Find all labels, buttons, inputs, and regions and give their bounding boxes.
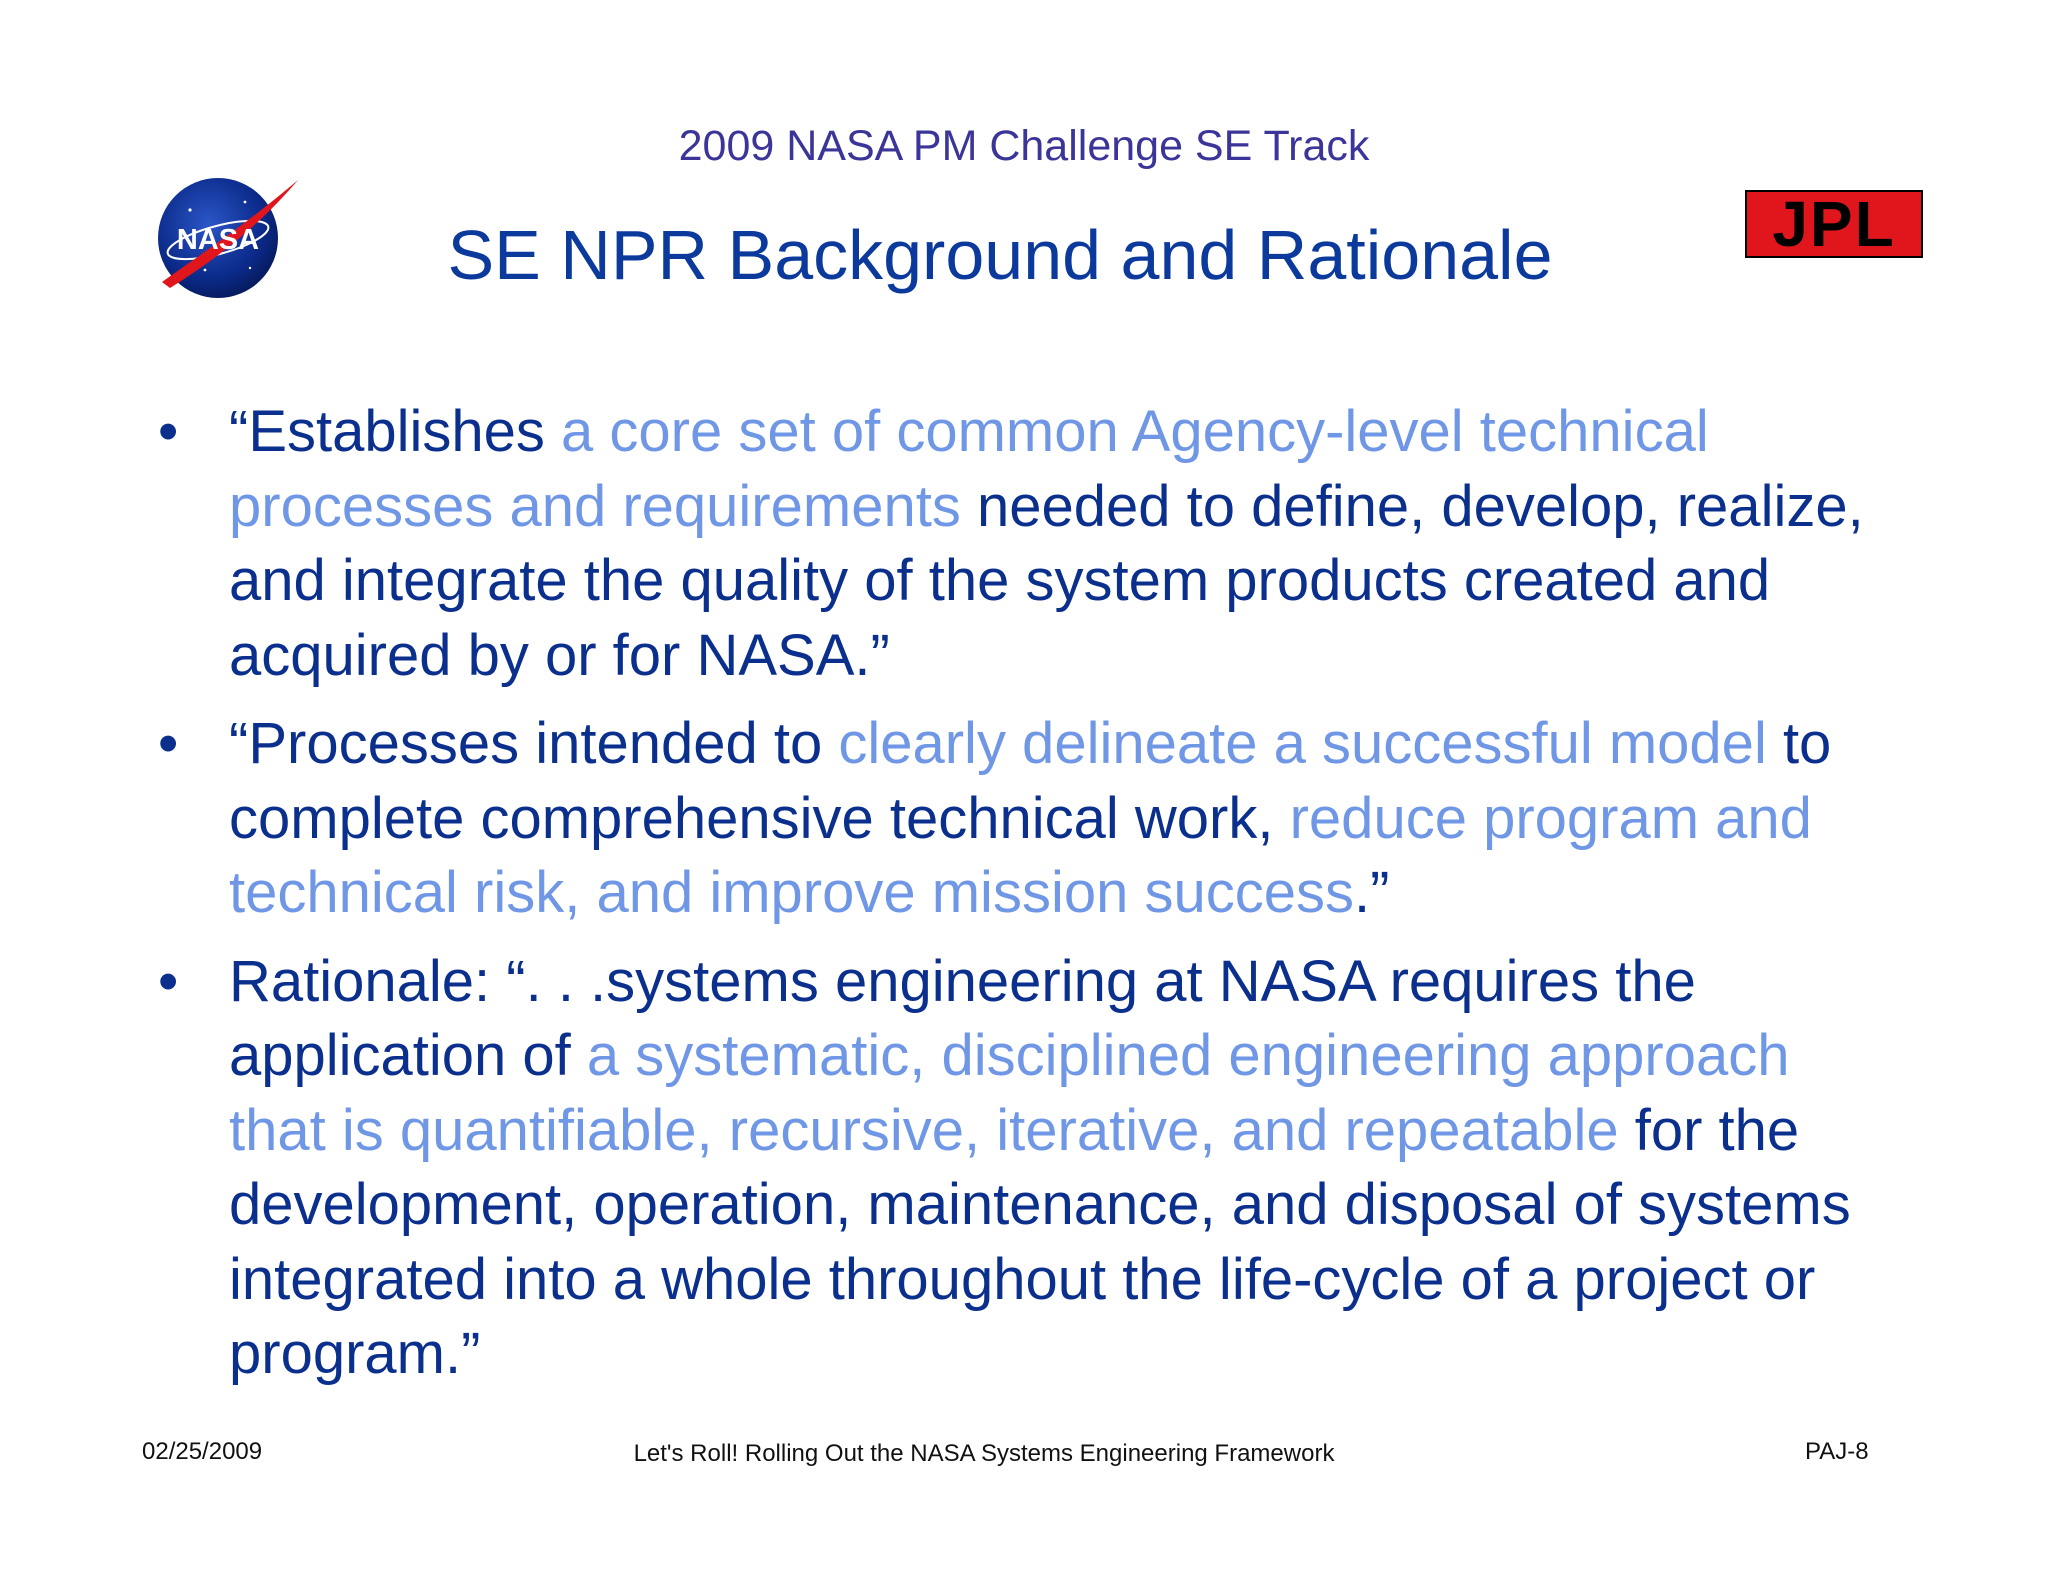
- bullet-text-highlight: a core set of common Agency-level technical processes and requirements: [229, 399, 1709, 539]
- bullet-text-highlight: reduce program and technical risk, and improve mission success: [229, 785, 1812, 925]
- nasa-meatball-logo-icon: [150, 170, 300, 300]
- slide-supertitle: 2009 NASA PM Challenge SE Track: [678, 122, 1370, 170]
- footer-date: 02/25/2009: [142, 1438, 263, 1465]
- bullet-text-normal: needed to define, develop, realize, and integrate the quality of the system products created and acquired by or for NASA.”: [229, 473, 1864, 688]
- bullet-text-normal: “Establishes: [229, 399, 562, 464]
- bullet-text-normal: for the development, operation, maintenance, and disposal of systems integrated into a whole throughout the life-cycle of a project or program.”: [229, 1097, 1851, 1386]
- bullet-item: [150, 945, 1870, 1392]
- footer-title: Let's Roll! Rolling Out the NASA Systems Engineering Framework: [633, 1440, 1335, 1467]
- bullet-text-normal: .”: [1353, 860, 1390, 925]
- bullet-marker: •: [158, 399, 179, 464]
- bullet-text-normal: “Processes intended to: [229, 711, 839, 776]
- bullet-marker: •: [158, 948, 179, 1014]
- bullet-text-highlight: a systematic, disciplined engineering approach that is quantifiable, recursive, iterative, and repeatable: [229, 1023, 1790, 1163]
- bullet-item: [150, 707, 1870, 931]
- bullet-text-normal: Rationale: “. . .systems engineering at NASA requires the application of: [229, 948, 1696, 1088]
- bullet-marker: •: [158, 711, 179, 776]
- jpl-logo-text: JPL: [1772, 190, 1896, 258]
- jpl-logo-icon: [1745, 190, 1923, 258]
- footer-page-number: PAJ-8: [1805, 1438, 1869, 1465]
- slide-title: SE NPR Background and Rationale: [447, 216, 1553, 294]
- bullet-text-highlight: clearly delineate a successful model: [838, 711, 1767, 776]
- bullet-item: [150, 395, 1870, 693]
- nasa-logo-text: NASA: [176, 224, 260, 256]
- bullet-text-normal: to complete comprehensive technical work,: [229, 711, 1832, 851]
- bullet-list: [150, 395, 1870, 1406]
